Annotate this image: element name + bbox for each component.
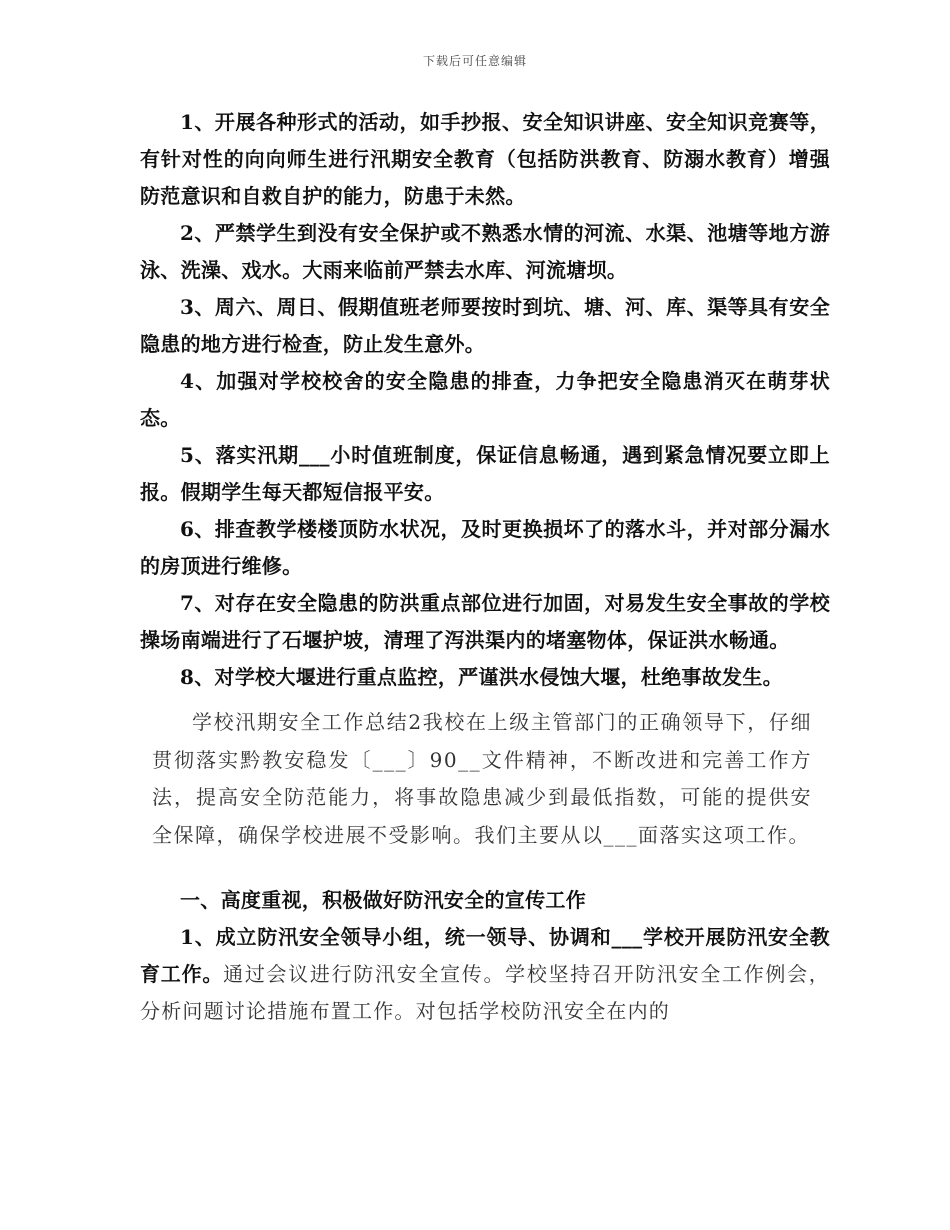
list-item-8: 8、对学校大堰进行重点监控，严谨洪水侵蚀大堰，杜绝事故发生。 xyxy=(180,665,783,689)
section-paragraph xyxy=(140,919,830,1030)
list-item-7: 7、对存在安全隐患的防洪重点部位进行加固，对易发生安全事故的学校操场南端进行了石堰护坡，清理了泻洪渠内的堵塞物体，保证洪水畅通。 xyxy=(140,591,830,652)
list-item-2: 2、严禁学生到没有安全保护或不熟悉水情的河流、水渠、池塘等地方游泳、洗澡、戏水。大雨来临前严禁去水库、河流塘坝。 xyxy=(140,221,830,282)
document-body xyxy=(140,104,830,1030)
list-item-6: 6、排查教学楼楼顶防水状况，及时更换损坏了的落水斗，并对部分漏水的房顶进行维修。 xyxy=(140,517,830,578)
summary-paragraph: 学校汛期安全工作总结2我校在上级主管部门的正确领导下，仔细贯彻落实黔教安稳发〔___〕90__文件精神，不断改进和完善工作方法，提高安全防范能力，将事故隐患减少到最低指数，可能的提供安全保障，确保学校进展不受影响。我们主要从以___面落实这项工作。 xyxy=(152,710,812,847)
list-item-3: 3、周六、周日、假期值班老师要按时到坑、塘、河、库、渠等具有安全隐患的地方进行检查，防止发生意外。 xyxy=(140,295,830,356)
list-item-5: 5、落实汛期___小时值班制度，保证信息畅通，遇到紧急情况要立即上报。假期学生每天都短信报平安。 xyxy=(140,443,830,504)
section-paragraph-rest: 通过会议进行防汛安全宣传。学校坚持召开防汛安全工作例会，分析问题讨论措施布置工作。对包括学校防汛安全在内的 xyxy=(140,962,830,1023)
list-item-4: 4、加强对学校校舍的安全隐患的排查，力争把安全隐患消灭在萌芽状态。 xyxy=(140,369,830,430)
list-item-1: 1、开展各种形式的活动，如手抄报、安全知识讲座、安全知识竞赛等，有针对性的向向师生进行汛期安全教育（包括防洪教育、防溺水教育）增强防范意识和自救自护的能力，防患于未然。 xyxy=(140,110,830,208)
page-header: 下载后可任意编辑 xyxy=(422,54,527,68)
summary-block xyxy=(140,704,812,854)
section-paragraph-lead: 1、成立防汛安全领导小组，统一领导、协调和___学校开展防汛安全教育工作。 xyxy=(140,925,830,986)
section-heading: 一、高度重视，积极做好防汛安全的宣传工作 xyxy=(180,888,586,912)
